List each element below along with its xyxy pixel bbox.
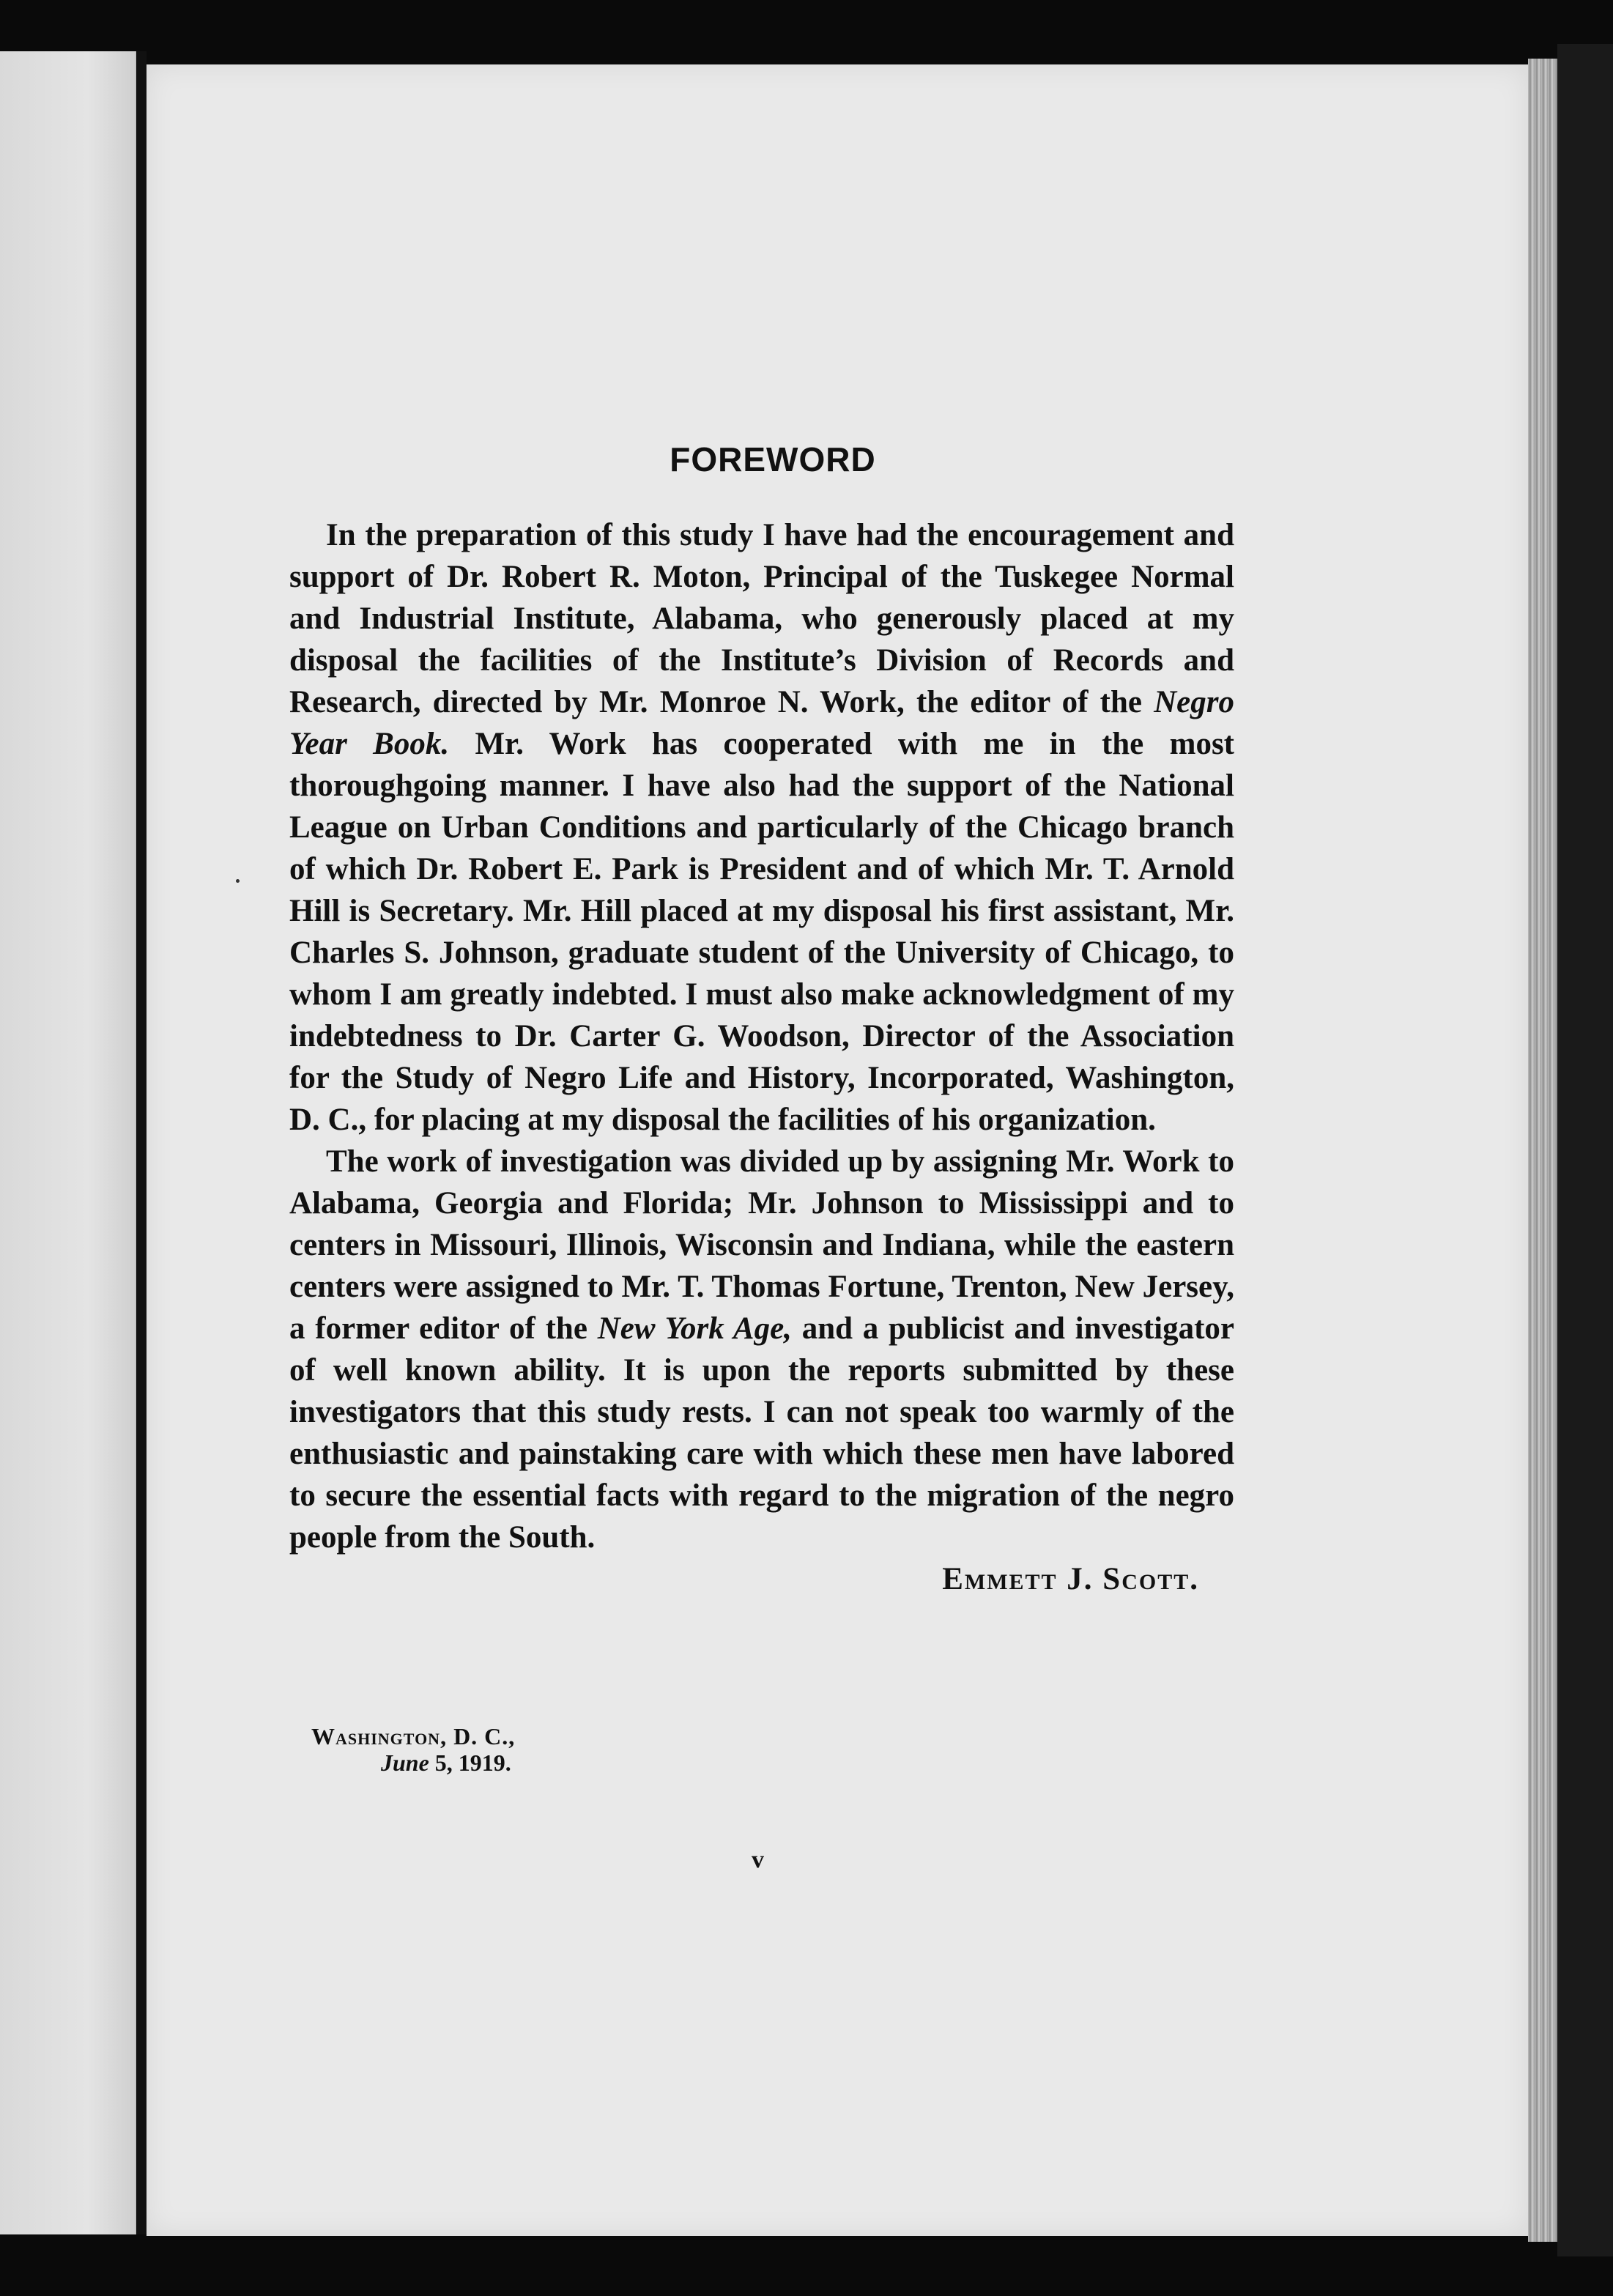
paragraph-2-text-a: The work of investigation was divided up by assigning Mr. Work to Alabama, Georgia and Florida; Mr. Johnson to Mississippi and to centers in Missouri, Illinois, Wisconsin and Indiana, while the eastern centers were assigned to Mr. T. Thomas Fortune, Trenton, New Jersey, a former editor of the — [289, 1144, 1234, 1346]
author-signature: Emmett J. Scott. — [942, 1562, 1199, 1596]
page-title: FOREWORD — [670, 440, 876, 478]
left-page-edge — [0, 51, 147, 2234]
paragraph-2-text-b: and a publicist and investigator of well known ability. It is upon the reports submitted by these investigators that this study rests. I can not speak too warmly of the enthusiastic and painstaking care with which these men have labored to secure the essential facts with regard to the migration of the negro people from the South. — [289, 1311, 1234, 1555]
place-line: Washington, D. C., — [311, 1723, 516, 1749]
foreword-text-block — [289, 440, 1234, 1597]
paper-speck — [236, 879, 240, 883]
foreword-paragraph-2 — [289, 1141, 1234, 1558]
book-binding — [1557, 44, 1613, 2256]
date-day-year: 5, 1919. — [429, 1749, 511, 1776]
book-title-italic: Negro Year Book. — [289, 685, 1234, 761]
paragraph-1-text-a: In the preparation of this study I have had the encouragement and support of Dr. Robert R. Moton, Principal of the Tuskegee Normal and Industrial Institute, Alabama, who generously placed at my disposal the facilities of the Institute’s Division of Records and Research, directed by Mr. Monroe N. Work, the editor of the — [289, 518, 1234, 719]
paragraph-1-text-b: Mr. Work has cooperated with me in the most thoroughgoing manner. I have also had the support of the National League on Urban Conditions and particularly of the Chicago branch of which Dr. Robert E. Park is President and of which Mr. T. Arnold Hill is Secretary. Mr. Hill placed at my disposal his first assistant, Mr. Charles S. Johnson, graduate student of the University of Chicago, to whom I am greatly indebted. I must also make acknowledgment of my indebtedness to Dr. Carter G. Woodson, Director of the Association for the Study of Negro Life and History, Incorporated, Washington, D. C., for placing at my disposal the facilities of his organization. — [289, 727, 1234, 1137]
date-line — [311, 1749, 515, 1776]
place-and-date — [311, 1723, 515, 1776]
newspaper-title-italic: New York Age, — [597, 1311, 792, 1346]
page-stack-edge — [1528, 59, 1557, 2242]
page-number: v — [752, 1846, 764, 1873]
date-month: June — [381, 1749, 429, 1776]
foreword-paragraph-1 — [289, 514, 1234, 1141]
